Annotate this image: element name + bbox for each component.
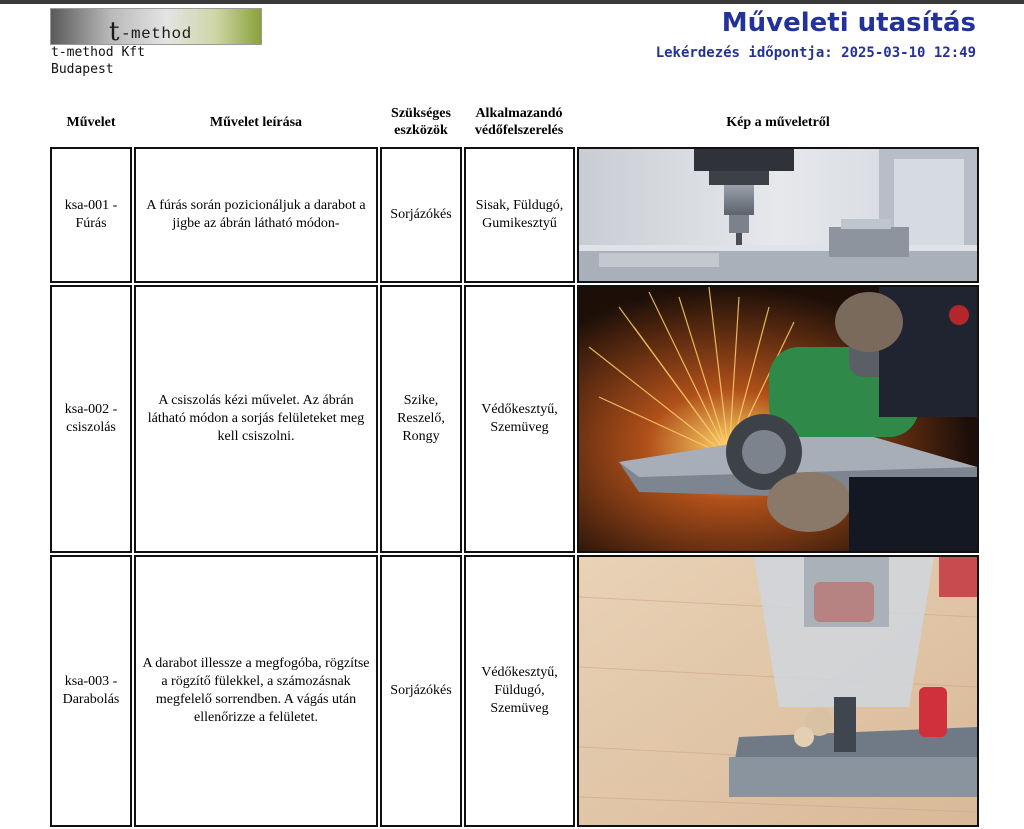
- header-description: Művelet leírása: [209, 114, 303, 130]
- query-timestamp: Lekérdezés időpontja: 2025-03-10 12:49: [655, 45, 976, 61]
- top-border: [0, 0, 1024, 4]
- row2-grinding-image: [577, 285, 979, 553]
- header-image: Kép a műveletről: [726, 114, 830, 130]
- row3-tools: Sorjázókés: [380, 555, 462, 827]
- header-operation: Művelet: [66, 114, 116, 130]
- row1-operation: ksa-001 - Fúrás: [50, 147, 132, 283]
- header-tools: Szükséges eszközök: [391, 106, 451, 138]
- company-city: Budapest: [51, 62, 114, 77]
- header-ppe: Alkalmazandó védőfelszerelés: [474, 106, 564, 138]
- row3-description: A darabot illessze a megfogóba, rögzítse a rögzítő fülekkel, a számozásnak megfelelő sorrendben. A vágás után ellenőrizze a felületet.: [134, 555, 378, 827]
- row3-operation: ksa-003 - Darabolás: [50, 555, 132, 827]
- logo-text: t-method: [109, 17, 192, 45]
- document-title: Műveleti utasítás: [721, 8, 976, 38]
- row2-operation: ksa-002 - csiszolás: [50, 285, 132, 553]
- row2-ppe: Védőkesztyű, Szemüveg: [464, 285, 575, 553]
- row1-drilling-image: [577, 147, 979, 283]
- row3-ppe: Védőkesztyű, Füldugó, Szemüveg: [464, 555, 575, 827]
- row2-description: A csiszolás kézi művelet. Az ábrán látható módon a sorjás felületeket meg kell csiszolni.: [134, 285, 378, 553]
- row2-tools: Szike, Reszelő, Rongy: [380, 285, 462, 553]
- company-logo: [50, 8, 262, 45]
- row3-cutting-image: [577, 555, 979, 827]
- company-name: t-method Kft: [51, 45, 145, 60]
- row1-description: A fúrás során pozicionáljuk a darabot a jigbe az ábrán látható módon-: [134, 147, 378, 283]
- row1-ppe: Sisak, Füldugó, Gumikesztyű: [464, 147, 575, 283]
- row1-tools: Sorjázókés: [380, 147, 462, 283]
- company-info: [51, 44, 145, 78]
